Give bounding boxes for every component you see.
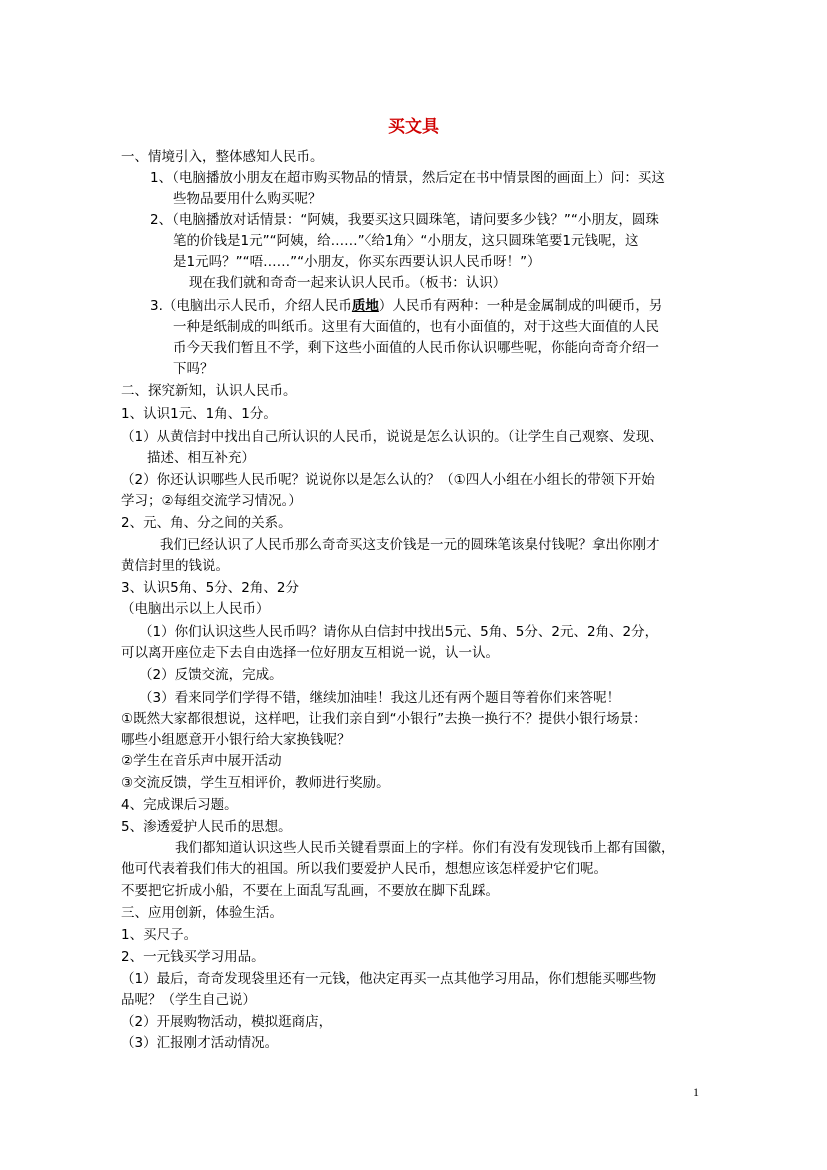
paragraph-line: 黄信封里的钱说。: [121, 558, 229, 574]
paragraph-line: 可以离开座位走下去自由选择一位好朋友互相说一说，认一认。: [121, 645, 499, 661]
paragraph-line: 我们已经认识了人民币那么奇奇买这支价钱是一元的圆珠笔该臬付钱呢？拿出你刚才: [160, 537, 660, 553]
section-heading: 二、探究新知，认识人民币。: [121, 383, 297, 399]
underlined-term: 质地: [351, 298, 379, 314]
paragraph-line: 一种是纸制成的叫纸币。这里有大面值的，也有小面值的，对于这些大面值的人民: [173, 319, 659, 335]
paragraph-line: 他可代表着我们伟大的祖国。所以我们要爱护人民币，想想应该怎样爱护它们呢。: [121, 861, 607, 877]
paragraph-line: 哪些小组愿意开小银行给大家换钱呢？: [121, 732, 351, 748]
paragraph-line: （3）汇报刚才活动情况。: [121, 1035, 279, 1051]
paragraph-line: 不要把它折成小船，不要在上面乱写乱画，不要放在脚下乱踩。: [121, 883, 499, 899]
paragraph-line: 4、完成课后习题。: [121, 797, 238, 813]
section-heading: 一、情境引入，整体感知人民币。: [121, 149, 324, 165]
paragraph-line: （2）反馈交流，完成。: [139, 667, 283, 683]
paragraph-line: 币今天我们暂且不学，剩下这些小面值的人民币你认识哪些呢，你能向奇奇介绍一: [173, 340, 659, 356]
paragraph-line: 1、（电脑播放小朋友在超市购买物品的情景，然后定在书中情景图的画面上）问：买这: [150, 170, 665, 186]
page-number: 1: [693, 1085, 699, 1099]
paragraph-line: 笔的价钱是1元”“阿姨，给……”〈给1角〉“小朋友，这只圆珠笔要1元钱呢，这: [173, 233, 639, 249]
paragraph-line: 2、一元钱买学习用品。: [121, 949, 265, 965]
paragraph-line: 现在我们就和奇奇一起来认识人民币。（板书：认识）: [189, 275, 507, 291]
document-title: 买文具: [388, 117, 439, 137]
paragraph-line: （1）你们认识这些人民币吗？请你从白信封中找出5元、5角、5分、2元、2角、2分，: [139, 624, 659, 640]
paragraph-line: 学习；②每组交流学习情况。）: [121, 493, 302, 509]
paragraph-line: （3）看来同学们学得不错，继续加油哇！我这儿还有两个题目等着你们来答呢！: [139, 690, 621, 706]
paragraph-line: ③交流反馈，学生互相评价，教师进行奖励。: [121, 775, 390, 791]
paragraph-line: （1）从黄信封中找出自己所认识的人民币，说说是怎么认识的。（让学生自己观察、发现、: [121, 429, 663, 445]
paragraph-line: （2）开展购物活动，模拟逛商店，: [121, 1014, 333, 1030]
text-span: 3.（电脑出示人民币，介绍人民币: [150, 298, 352, 314]
paragraph-line: 描述、相互补充）: [147, 450, 255, 466]
section-heading: 三、应用创新，体验生活。: [121, 905, 283, 921]
paragraph-line: （电脑出示以上人民币）: [121, 601, 270, 617]
paragraph-line: 我们都知道认识这些人民币关键看票面上的字样。你们有没有发现钱币上都有国徽，: [175, 840, 675, 856]
paragraph-line: （2）你还认识哪些人民币呢？说说你以是怎么认的？（①四人小组在小组长的带领下开始: [121, 472, 655, 488]
paragraph-line: ①既然大家都很想说，这样吧，让我们亲自到“小银行”去换一换行不？提供小银行场景：: [121, 711, 647, 727]
paragraph-line: （1）最后，奇奇发现袋里还有一元钱，他决定再买一点其他学习用品，你们想能买哪些物: [121, 971, 657, 987]
paragraph-line: 3、认识5角、5分、2角、2分: [121, 580, 299, 596]
paragraph-line: 2、（电脑播放对话情景：“阿姨，我要买这只圆珠笔，请问要多少钱？”“小朋友，圆珠: [150, 212, 659, 228]
paragraph-line: 下吗？: [173, 361, 214, 377]
text-span: ）人民币有两种：一种是金属制成的叫硬币，另: [378, 298, 663, 314]
paragraph-line: 些物品要用什么购买呢？: [173, 191, 322, 207]
paragraph-line: 是1元吗？”“唔……”“小朋友，你买东西要认识人民币呀！”）: [173, 254, 541, 270]
paragraph-line: 5、渗透爱护人民币的思想。: [121, 819, 292, 835]
paragraph-line: 品呢？（学生自己说）: [121, 992, 256, 1008]
paragraph-line: [150, 296, 662, 316]
paragraph-line: 1、买尺子。: [121, 927, 198, 943]
paragraph-line: 2、元、角、分之间的关系。: [121, 515, 292, 531]
paragraph-line: ②学生在音乐声中展开活动: [121, 753, 282, 769]
paragraph-line: 1、认识1元、1角、1分。: [121, 406, 277, 422]
